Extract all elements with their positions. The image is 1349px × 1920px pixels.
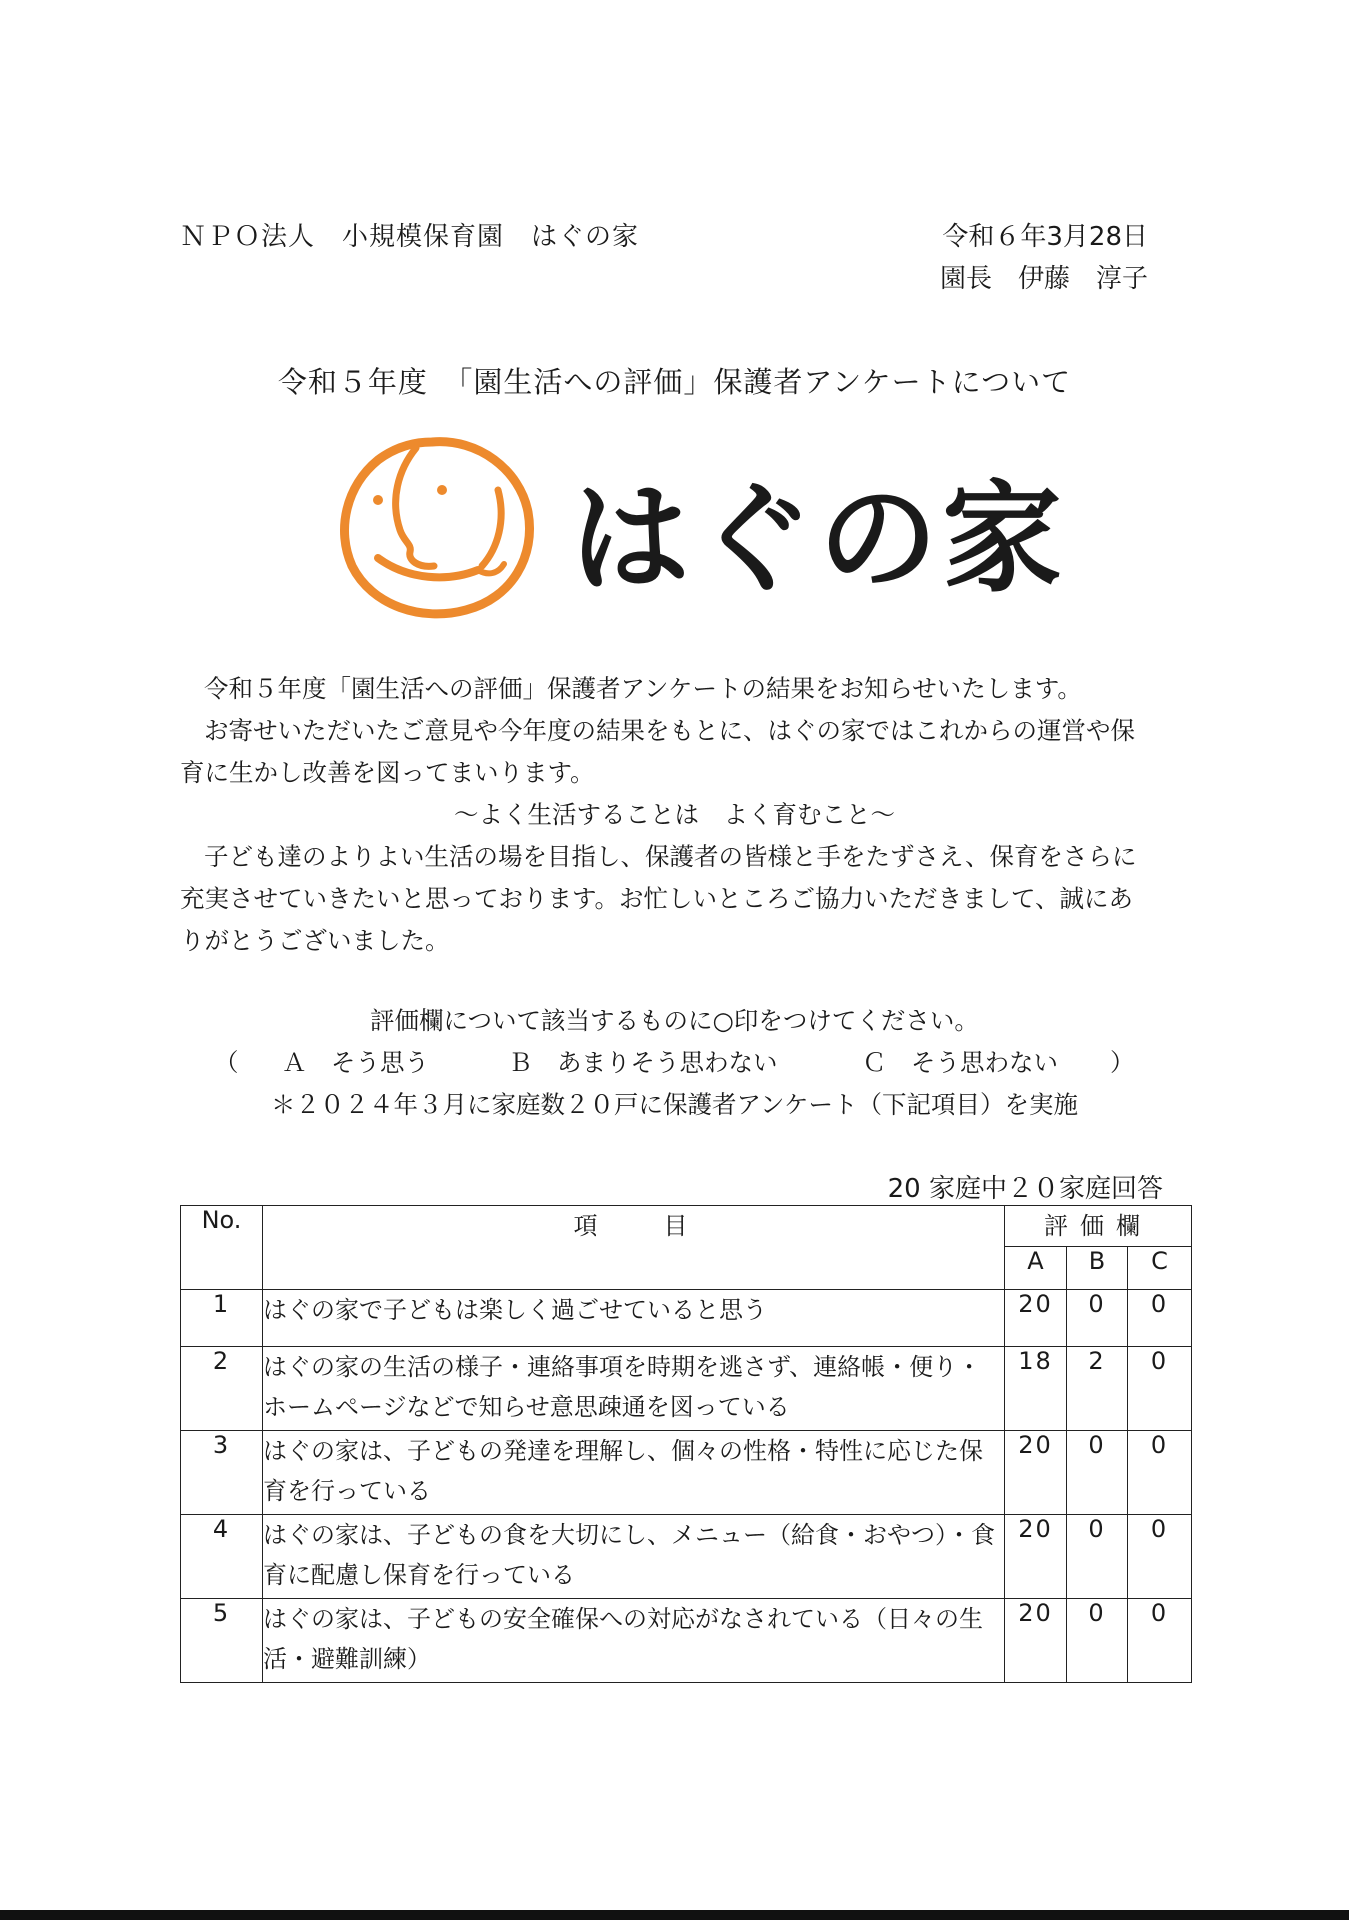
response-count: 20 家庭中２０家庭回答 <box>887 1174 1163 1204</box>
intro-line-6: 充実させていきたいと思っております。お忙しいところご協力いただきまして、誠にあ <box>180 884 1134 913</box>
document-date: 令和６年3月28日 <box>942 222 1148 252</box>
row-no: 4 <box>181 1515 263 1599</box>
legend-c: Ｃ そう思わない <box>862 1048 1058 1077</box>
intro-line-7: りがとうございました。 <box>180 926 450 955</box>
logo-text: はぐの家 <box>570 470 1066 609</box>
survey-results-table <box>180 1205 1192 1683</box>
row-a: 18 <box>1005 1347 1067 1431</box>
row-item: はぐの家は、子どもの発達を理解し、個々の性格・特性に応じた保育を行っている <box>263 1431 1005 1515</box>
motto: ～よく生活することは よく育むこと～ <box>454 800 895 829</box>
row-item: はぐの家は、子どもの食を大切にし、メニュー（給食・おやつ）・食育に配慮し保育を行っている <box>263 1515 1005 1599</box>
legend-open-paren: （ <box>214 1048 239 1077</box>
intro-line-5: 子ども達のよりよい生活の場を目指し、保護者の皆様と手をたずさえ、保育をさらに <box>204 842 1137 871</box>
legend-a: Ａ そう思う <box>282 1048 429 1077</box>
header-item: 項 目 <box>263 1206 1005 1290</box>
row-b: 0 <box>1067 1599 1128 1683</box>
table-row <box>181 1515 1192 1599</box>
header-b: B <box>1067 1247 1128 1290</box>
row-no: 2 <box>181 1347 263 1431</box>
table-row <box>181 1431 1192 1515</box>
intro-line-3: 育に生かし改善を図ってまいります。 <box>180 758 595 787</box>
row-c: 0 <box>1128 1515 1192 1599</box>
row-no: 1 <box>181 1290 263 1347</box>
row-item: はぐの家で子どもは楽しく過ごせていると思う <box>263 1290 1005 1347</box>
row-a: 20 <box>1005 1290 1067 1347</box>
intro-line-1: 令和５年度「園生活への評価」保護者アンケートの結果をお知らせいたします。 <box>204 674 1082 703</box>
instruction-text: 評価欄について該当するものに○印をつけてください。 <box>370 1006 979 1035</box>
header-c: C <box>1128 1247 1192 1290</box>
legend-b: Ｂ あまりそう思わない <box>508 1048 778 1077</box>
header-no: No. <box>181 1206 263 1290</box>
row-c: 0 <box>1128 1347 1192 1431</box>
document-title: 令和５年度 「園生活への評価」保護者アンケートについて <box>277 365 1072 399</box>
row-no: 5 <box>181 1599 263 1683</box>
smiling-face-circle-icon <box>344 442 529 614</box>
row-b: 0 <box>1067 1290 1128 1347</box>
table-header-row-1 <box>181 1206 1192 1247</box>
organization-name: ＮＰＯ法人 小規模保育園 はぐの家 <box>180 222 640 252</box>
table-row <box>181 1599 1192 1683</box>
header-a: A <box>1005 1247 1067 1290</box>
row-a: 20 <box>1005 1599 1067 1683</box>
header-eval: 評価欄 <box>1005 1206 1192 1247</box>
principal-name: 園長 伊藤 淳子 <box>939 264 1148 294</box>
table-row <box>181 1347 1192 1431</box>
survey-note: ＊２０２４年３月に家庭数２０戸に保護者アンケート（下記項目）を実施 <box>270 1090 1079 1119</box>
row-a: 20 <box>1005 1431 1067 1515</box>
row-item: はぐの家は、子どもの安全確保への対応がなされている（日々の生活・避難訓練） <box>263 1599 1005 1683</box>
hagunoie-logo <box>338 430 1066 615</box>
row-c: 0 <box>1128 1599 1192 1683</box>
row-no: 3 <box>181 1431 263 1515</box>
row-c: 0 <box>1128 1290 1192 1347</box>
row-b: 0 <box>1067 1515 1128 1599</box>
intro-line-2: お寄せいただいたご意見や今年度の結果をもとに、はぐの家ではこれからの運営や保 <box>204 716 1135 745</box>
row-a: 20 <box>1005 1515 1067 1599</box>
table-row <box>181 1290 1192 1347</box>
row-item: はぐの家の生活の様子・連絡事項を時期を逃さず、連絡帳・便り・ホームページなどで知らせ意思疎通を図っている <box>263 1347 1005 1431</box>
page-bottom-edge <box>0 1910 1349 1920</box>
legend-close-paren: ） <box>1110 1048 1135 1077</box>
row-b: 2 <box>1067 1347 1128 1431</box>
row-b: 0 <box>1067 1431 1128 1515</box>
row-c: 0 <box>1128 1431 1192 1515</box>
